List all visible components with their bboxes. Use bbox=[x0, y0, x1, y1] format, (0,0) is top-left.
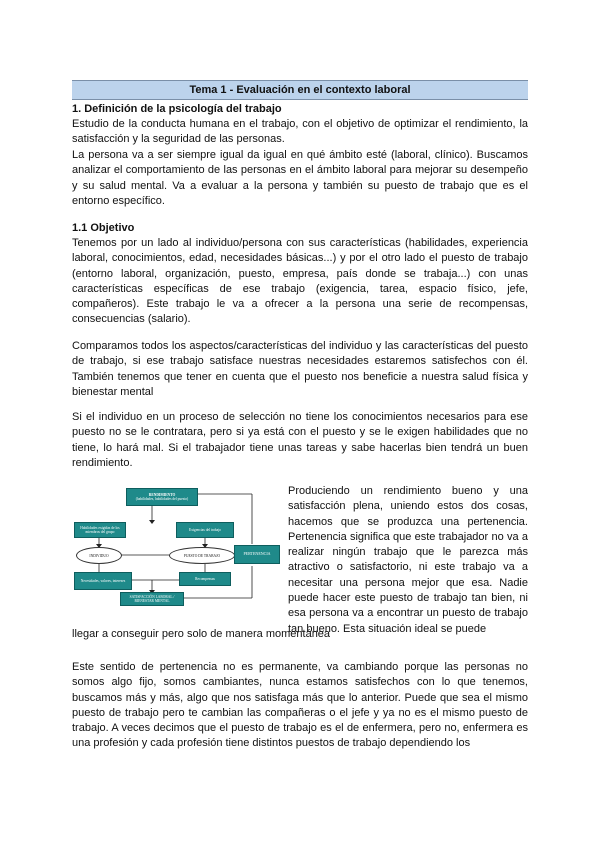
diagram-side-paragraph-continued: llegar a conseguir pero solo de manera momentánea bbox=[72, 628, 331, 640]
section-1-paragraph-2: La persona va a ser siempre igual da igual en qué ámbito esté (laboral, clínico). Buscamos analizar el comportamiento de las personas en el ámbito laboral para mejorar su desempeño y su salud mental. Va a evaluar a la persona y también su puesto de trabajo que es el entorno específico. bbox=[72, 149, 528, 207]
section-1-heading: 1. Definición de la psicología del trabajo bbox=[72, 103, 282, 115]
work-adjustment-diagram bbox=[72, 484, 284, 612]
individuo-ellipse: INDIVIDUO bbox=[76, 547, 122, 564]
section-1-paragraph-1: Estudio de la conducta humana en el trabajo, con el objetivo de optimizar el rendimiento, la satisfacción y la seguridad de las personas. bbox=[72, 118, 528, 146]
diagram-side-paragraph: Produciendo un rendimiento bueno y una satisfacción plena, uniendo estos dos cosas, hacemos que se produzca una pertenencia. Pertenencia significa que este trabajador no va a realizar ningún trabajo que le parezca más atractivo o satisfactorio, ni este trabajo va a necesitar una persona mejor que esa. Nadie puede hacer este puesto de trabajo tan bien, ni esa persona va a encontrar un puesto de trabajo tan bueno. Esta situación ideal se puede bbox=[288, 485, 528, 635]
rendimiento-label: RENDIMIENTO bbox=[148, 492, 176, 497]
section-1-1-heading: 1.1 Objetivo bbox=[72, 222, 135, 234]
puesto-ellipse: PUESTO DE TRABAJO bbox=[169, 547, 235, 564]
habilidades-box: Habilidades exigidas de los miembros del grupo bbox=[74, 522, 126, 538]
rendimiento-sub-label: (habilidades, habilidades del puesto) bbox=[135, 497, 189, 501]
section-1-1-paragraph-3: Si el individuo en un proceso de selección no tiene los conocimientos necesarios para ese puesto no se le contratara, pero si ya está con el puesto y se le exigen habilidades que no tiene, lo hará mal. Si el trabajador tiene unas tareas y sabe hacerlas bien tendrá un buen rendimiento. bbox=[72, 411, 528, 469]
rendimiento-box bbox=[126, 488, 198, 506]
exigencias-box: Exigencias del trabajo bbox=[176, 522, 234, 538]
section-1-1-paragraph-2: Comparamos todos los aspectos/características del individuo y las características del puesto de trabajo, si ese trabajo satisface nuestras necesidades estaremos satisfechos con él. También tenemos que tener en cuenta que el puesto nos beneficie a nuestra salud física y bienestar mental bbox=[72, 340, 528, 398]
recompensas-box: Recompensas bbox=[179, 572, 231, 586]
necesidades-box: Necesidades, valores, intereses bbox=[74, 572, 132, 590]
chapter-title-banner: Tema 1 - Evaluación en el contexto laboral bbox=[72, 80, 528, 100]
pertenencia-box: PERTENENCIA bbox=[234, 545, 280, 564]
section-1-1-paragraph-1: Tenemos por un lado al individuo/persona con sus características (habilidades, experiencia laboral, conocimientos, edad, necesidades básicas...) y por el otro lado el puesto de trabajo (entorno laboral, organización, puesto, empresa, país donde se trabaja...) con unas características específicas de ese trabajo (exigencia, tarea, espacio físico, jefe, compañeros). Este trabajo le va a ofrecer a la persona una serie de recompensas, consecuencias (salario). bbox=[72, 237, 528, 326]
section-1-1-paragraph-4: Este sentido de pertenencia no es permanente, va cambiando porque las personas no somos algo fijo, somos cambiantes, nunca estamos satisfechos con lo que tenemos, buscamos más y más, algo que nos satisfaga más que lo anterior. Puede que sea el mismo puesto de trabajo pero te cambian las compañeras o el jefe y ya no es el mismo puesto de trabajo. A veces decimos que el puesto de trabajo es el de enfermera, pero no, enfermera es una profesión y cada profesión tiene distintos puestos de trabajo dependiendo los bbox=[72, 661, 528, 750]
satisfaccion-box: SATISFACCIÓN LABORAL / BIENESTAR MENTAL bbox=[120, 592, 184, 606]
